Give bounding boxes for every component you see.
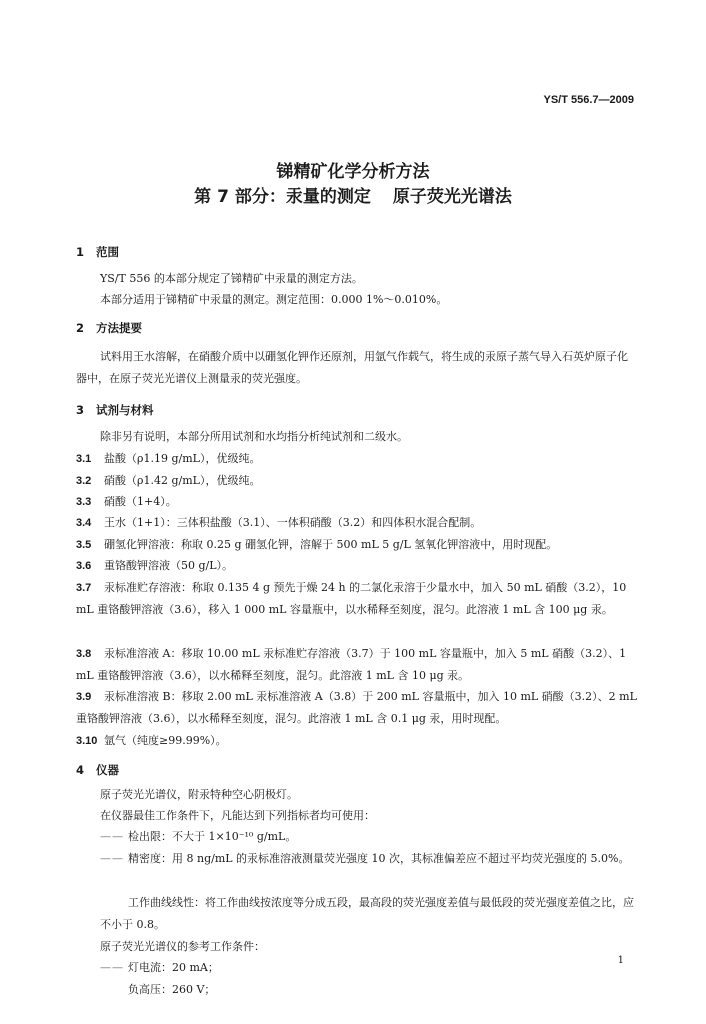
item-text: 硝酸（ρ1.42 g/mL），优级纯。 — [104, 474, 261, 487]
item-text: 氩气（纯度≥99.99%）。 — [104, 734, 227, 747]
paragraph: 本部分适用于锑精矿中汞量的测定。测定范围：0.000 1%～0.010%。 — [100, 293, 448, 306]
item-number: 3.10 — [76, 735, 98, 747]
item-text: 盐酸（ρ1.19 g/mL），优级纯。 — [104, 452, 261, 465]
dash-marker: —— — [100, 852, 124, 865]
item-text: 硝酸（1+4）。 — [104, 495, 177, 508]
paragraph: 在仪器最佳工作条件下，凡能达到下列指标者均可使用： — [100, 809, 375, 822]
item-text: 重铬酸钾溶液（50 g/L）。 — [104, 559, 234, 572]
standard-code: YS/T 556.7—2009 — [543, 94, 634, 106]
reagent-item — [76, 448, 638, 470]
document-subtitle — [0, 182, 706, 207]
item-text: 汞标准溶液 A：移取 10.00 mL 汞标准贮存溶液（3.7）于 100 mL 容量瓶中，加入 5 mL 硝酸（3.2）、1 mL 重铬酸钾溶液（3.6），以水稀释至刻度，混匀。此溶液 1 mL 含 10 μg 汞。 — [76, 647, 627, 682]
reagent-item — [76, 643, 638, 687]
item-number: 3.7 — [76, 582, 92, 594]
spec-text: 负高压：260 V； — [128, 983, 216, 996]
paragraph: YS/T 556 的本部分规定了锑精矿中汞量的测定方法。 — [100, 272, 363, 285]
item-number: 3.8 — [76, 648, 92, 660]
section-title: 范围 — [96, 245, 119, 259]
item-text: 硼氢化钾溶液：称取 0.25 g 硼氢化钾，溶解于 500 mL 5 g/L 氢氧化钾溶液中，用时现配。 — [104, 538, 558, 551]
section-number: 3 — [76, 403, 85, 417]
section-title: 仪器 — [96, 763, 119, 777]
reagent-item — [76, 730, 638, 752]
spec-text: 检出限：不大于 1×10⁻¹⁰ g/mL。 — [128, 830, 297, 843]
section-title: 试剂与材料 — [96, 403, 154, 417]
paragraph: 除非另有说明，本部分所用试剂和水均指分析纯试剂和二级水。 — [100, 430, 408, 443]
spec-item — [100, 979, 640, 1001]
reagent-item — [76, 555, 638, 577]
item-number: 3.5 — [76, 539, 92, 551]
reagent-item — [76, 686, 638, 730]
section-number: 2 — [76, 321, 85, 335]
paragraph: 原子荧光光谱仪，附汞特种空心阴极灯。 — [100, 788, 298, 801]
item-number: 3.6 — [76, 560, 92, 572]
dash-marker: —— — [100, 961, 124, 974]
subtitle-method: 原子荧光光谱法 — [392, 187, 512, 207]
section-title: 方法提要 — [96, 321, 142, 335]
spec-text: 精密度：用 8 ng/mL 的汞标准溶液测量荧光强度 10 次，其标准偏差应不超过平均荧光强度的 5.0%。 — [128, 852, 630, 865]
reagent-item — [76, 512, 638, 534]
spec-item — [100, 848, 640, 870]
document-title: 锑精矿化学分析方法 — [276, 162, 430, 182]
item-text: 王水（1+1）：三体积盐酸（3.1）、一体积硝酸（3.2）和四体积水混合配制。 — [104, 516, 482, 529]
section-heading-scope — [76, 244, 119, 260]
item-text: 汞标准溶液 B：移取 2.00 mL 汞标准溶液 A（3.8）于 200 mL 容量瓶中，加入 10 mL 硝酸（3.2）、2 mL 重铬酸钾溶液（3.6），以水稀释至刻度，混匀。此溶液 1 mL 含 0.1 μg 汞，用时现配。 — [76, 690, 637, 725]
item-number: 3.1 — [76, 453, 92, 465]
paragraph: 原子荧光光谱仪的参考工作条件： — [100, 940, 265, 953]
spec-item — [100, 957, 640, 979]
section-heading-apparatus — [76, 762, 119, 778]
page-number: 1 — [617, 955, 624, 966]
spec-item — [100, 892, 640, 936]
dash-marker: —— — [100, 830, 124, 843]
spec-text: 工作曲线线性：将工作曲线按浓度等分成五段，最高段的荧光强度差值与最低段的荧光强度差值之比，应不小于 0.8。 — [100, 896, 634, 931]
item-number: 3.2 — [76, 475, 92, 487]
spec-text: 灯电流：20 mA； — [128, 961, 219, 974]
section-heading-principle — [76, 320, 142, 336]
reagent-item — [76, 577, 638, 621]
section-number: 1 — [76, 245, 85, 259]
item-number: 3.9 — [76, 691, 92, 703]
item-number: 3.4 — [76, 517, 92, 529]
paragraph: 试料用王水溶解，在硝酸介质中以硼氢化钾作还原剂，用氩气作载气，将生成的汞原子蒸气导入石英炉原子化器中，在原子荧光光谱仪上测量汞的荧光强度。 — [76, 350, 628, 385]
item-text: 汞标准贮存溶液：称取 0.135 4 g 预先于燥 24 h 的二氯化汞溶于少量水中，加入 50 mL 硝酸（3.2），10 mL 重铬酸钾溶液（3.6），移入 1 000 mL 容量瓶中，以水稀释至刻度，混匀。此溶液 1 mL 含 100 μg 汞。 — [76, 581, 627, 616]
reagent-item — [76, 470, 638, 492]
subtitle-part: 第 7 部分：汞量的测定 — [194, 187, 371, 207]
item-number: 3.3 — [76, 496, 92, 508]
section-heading-reagents — [76, 402, 154, 418]
reagent-item — [76, 491, 638, 513]
section-number: 4 — [76, 763, 85, 777]
spec-item — [100, 826, 640, 848]
reagent-item — [76, 534, 638, 556]
